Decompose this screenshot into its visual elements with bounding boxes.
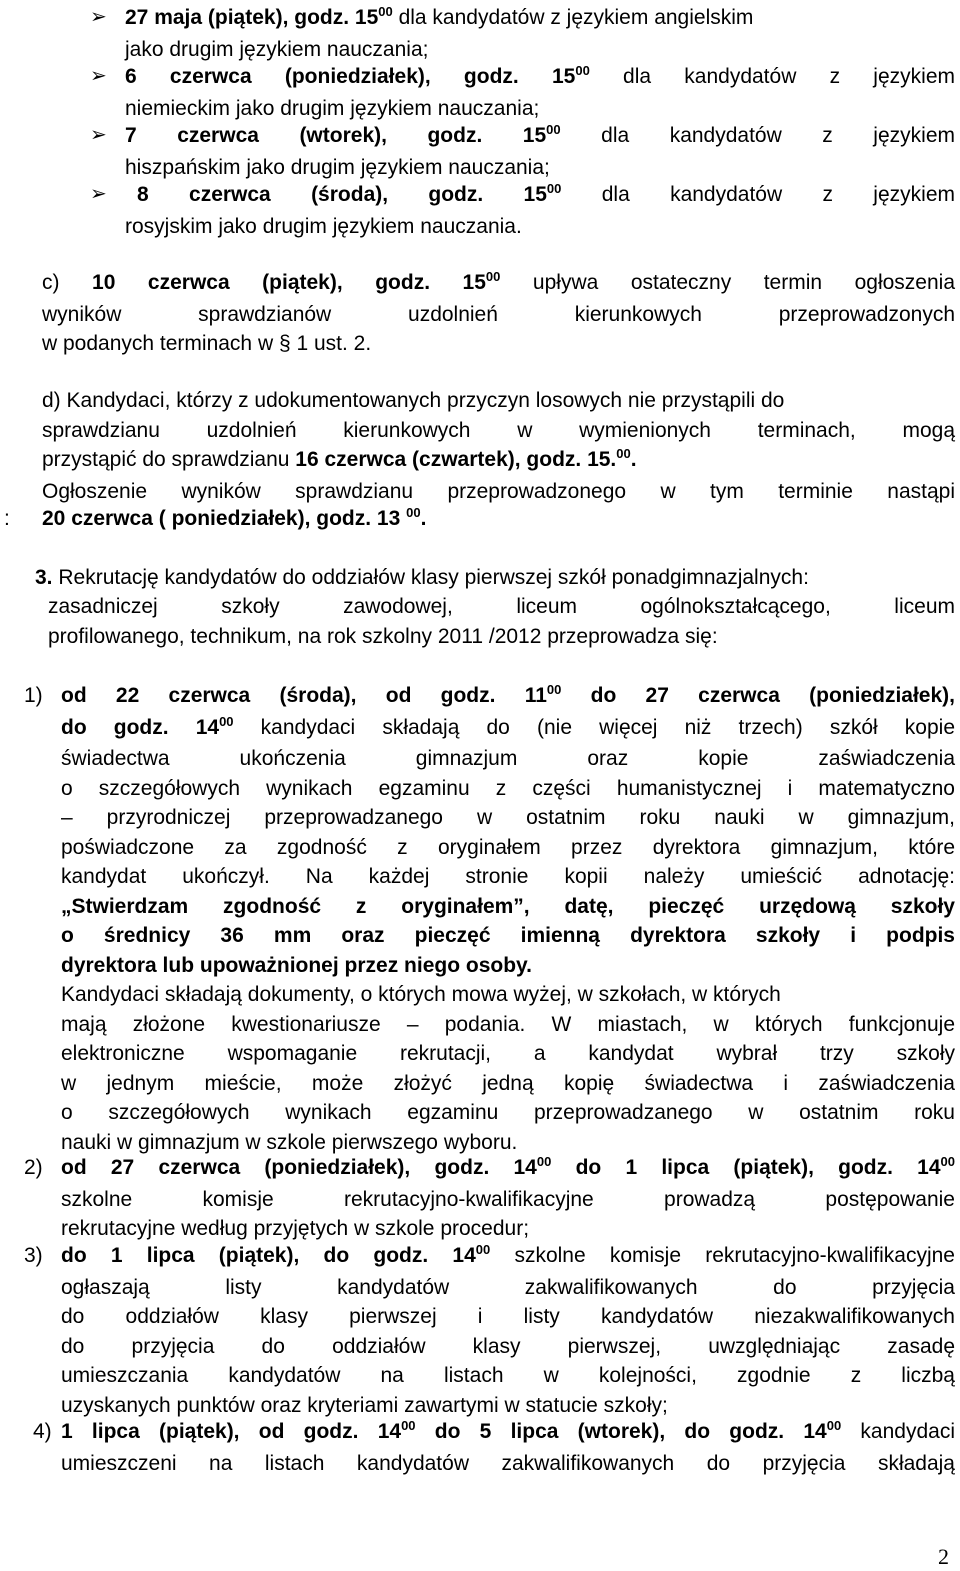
arrow-bullet-icon: ➢ [90, 65, 107, 87]
superscript: 00 [401, 1418, 416, 1433]
date-range: do 1 lipca (piątek), do godz. 14 [61, 1244, 476, 1267]
bullet-date: 6 czerwca (poniedziałek), godz. 15 [125, 65, 576, 88]
item-text: szkolne komisje rekrutacyjno-kwalifikacyjne [490, 1244, 955, 1267]
item-text: kandydaci składają do (nie więcej niż trzech) szkół kopie [233, 715, 956, 739]
bullet-text: dla kandydatów z językiem angielskim [392, 6, 754, 29]
date-range: do 5 lipca (wtorek), do godz. 14 [415, 1420, 827, 1443]
superscript: 00 [940, 1154, 956, 1169]
item-text: Kandydaci składają dokumenty, o których mowa wyżej, w szkołach, w których [61, 983, 781, 1006]
page-number: 2 [938, 1544, 949, 1569]
list-item [61, 1241, 955, 1420]
superscript: 00 [219, 713, 234, 729]
item-text: – przyrodniczej przeprowadzanego w ostatnim roku nauki w gimnazjum, [61, 806, 955, 829]
date-range: 1 lipca (piątek), od godz. 14 [61, 1420, 402, 1443]
bullet-text: dla kandydatów z językiem [561, 183, 955, 206]
date-range: do 1 lipca (piątek), godz. 14 [551, 1156, 941, 1179]
certification-text: dyrektora lub upoważnionej przez niego osoby. [61, 953, 532, 977]
section-text: upływa ostateczny termin ogłoszenia [500, 271, 956, 294]
bullet-text: dla kandydatów z językiem [560, 124, 955, 147]
item-text: rekrutacyjne według przyjętych w szkole procedur; [61, 1217, 530, 1240]
bullet-item [125, 62, 955, 123]
item-text: kandydat ukończył. Na każdej stronie kopii należy umieścić adnotację: [61, 865, 955, 888]
bullet-text: niemieckim jako drugim językiem nauczania; [125, 96, 540, 120]
bullet-text: jako drugim językiem nauczania; [125, 37, 429, 61]
bullet-item [125, 3, 955, 64]
section-text: Ogłoszenie wyników sprawdzianu przeprowadzonego w tym terminie nastąpi [42, 479, 955, 503]
item-number: 1) [24, 684, 43, 707]
date-range: od 27 czerwca (poniedziałek), godz. 14 [61, 1156, 537, 1179]
section-3-cont [48, 592, 955, 651]
item-text: kandydaci [841, 1420, 955, 1443]
item-text: do przyjęcia do oddziałów klasy pierwszej, uwzględniając zasadę [61, 1334, 955, 1358]
bullet-date: 27 maja (piątek), godz. 15 [125, 6, 379, 29]
date-range: do godz. 14 [61, 715, 220, 739]
section-text: w podanych terminach w § 1 ust. 2. [42, 332, 372, 355]
item-text: elektroniczne wspomaganie rekrutacji, a kandydat wybrał trzy szkoły [61, 1042, 955, 1065]
arrow-bullet-icon: ➢ [90, 124, 107, 146]
date-range: od 22 czerwca (środa), od godz. 11 [61, 684, 547, 707]
deadline-date: 10 czerwca (piątek), godz. 15 [92, 271, 486, 294]
list-item [61, 1153, 955, 1244]
item-number: 4) [33, 1420, 52, 1443]
item-text: o szczegółowych wynikach egzaminu przeprowadzanego w ostatnim roku [61, 1101, 955, 1124]
certification-text: o średnicy 36 mm oraz pieczęć imienną dyrektora szkoły i podpis [61, 924, 955, 947]
section-text: d) Kandydaci, którzy z udokumentowanych przyczyn losowych nie przystąpili do [42, 389, 785, 412]
results-date: 20 czerwca ( poniedziałek), godz. 13 [42, 507, 407, 530]
punctuation: . [420, 507, 427, 530]
section-d-results [42, 504, 942, 536]
item-text: uzyskanych punktów oraz kryteriami zawartymi w statucie szkoły; [61, 1393, 668, 1417]
superscript: 00 [826, 1418, 842, 1433]
superscript: 00 [536, 1154, 552, 1169]
bullet-text: rosyjskim jako drugim językiem nauczania. [125, 214, 522, 238]
superscript: 00 [378, 4, 393, 19]
item-number: 2) [24, 1156, 43, 1179]
section-text: profilowanego, technikum, na rok szkolny 2011 /2012 przeprowadza się: [48, 624, 718, 648]
item-text: ogłaszają listy kandydatów zakwalifikowanych do przyjęcia [61, 1275, 955, 1299]
section-d [42, 386, 955, 506]
superscript: 00 [575, 63, 590, 78]
superscript: 00 [406, 505, 421, 520]
item-text: umieszczeni na listach kandydatów zakwalifikowanych do przyjęcia składają [61, 1451, 955, 1475]
item-text: do oddziałów klasy pierwszej i listy kandydatów niezakwalifikowanych [61, 1305, 955, 1328]
bullet-date: 8 czerwca (środa), godz. 15 [137, 183, 547, 206]
arrow-bullet-icon: ➢ [90, 183, 107, 205]
superscript: 00 [475, 1242, 491, 1257]
section-text: zasadniczej szkoły zawodowej, liceum ogólnokształcącego, liceum [48, 595, 955, 618]
item-text: o szczegółowych wynikach egzaminu z części humanistycznej i matematyczno [61, 776, 955, 800]
superscript: 00 [485, 269, 501, 284]
item-text: w jednym mieście, może złożyć jedną kopię świadectwa i zaświadczenia [61, 1071, 955, 1095]
superscript: 00 [546, 122, 561, 137]
arrow-bullet-icon: ➢ [90, 6, 107, 28]
item-text: mają złożone kwestionariusze – podania. W miastach, w których funkcjonuje [61, 1012, 955, 1036]
item-text: nauki w gimnazjum w szkole pierwszego wyboru. [61, 1130, 518, 1154]
item-text: umieszczania kandydatów na listach w kolejności, zgodnie z liczbą [61, 1364, 955, 1387]
bullet-item [125, 180, 955, 241]
list-item [61, 1417, 955, 1478]
item-text: poświadczone za zgodność z oryginałem przez dyrektora gimnazjum, które [61, 835, 955, 859]
section-text: Rekrutację kandydatów do oddziałów klasy pierwszej szkół ponadgimnazjalnych: [52, 566, 809, 589]
superscript: 00 [546, 181, 562, 196]
punctuation: . [630, 448, 637, 471]
section-number: 3. [35, 566, 53, 589]
section-text: przystąpić do sprawdzianu [42, 448, 296, 471]
item-number: 3) [24, 1244, 43, 1267]
date-range: do 27 czerwca (poniedziałek), [561, 684, 955, 707]
section-c [42, 268, 955, 359]
stray-colon: : [4, 507, 10, 530]
bullet-item [125, 121, 955, 182]
bullet-text: hiszpańskim jako drugim językiem nauczania; [125, 155, 550, 179]
bullet-text: dla kandydatów z językiem [589, 65, 955, 88]
item-text: szkolne komisje rekrutacyjno-kwalifikacyjne prowadzą postępowanie [61, 1187, 955, 1211]
item-text: świadectwa ukończenia gimnazjum oraz kopie zaświadczenia [61, 747, 955, 770]
makeup-exam-date: 16 czerwca (czwartek), godz. 15. [295, 448, 617, 471]
superscript: 00 [546, 682, 562, 697]
certification-text: „Stwierdzam zgodność z oryginałem”, datę, pieczęć urzędową szkoły [61, 894, 955, 918]
superscript: 00 [616, 446, 631, 461]
section-text: wyników sprawdzianów uzdolnień kierunkowych przeprowadzonych [42, 302, 955, 326]
section-3 [35, 563, 955, 593]
section-label: c) [42, 271, 60, 294]
section-text: sprawdzianu uzdolnień kierunkowych w wymienionych terminach, mogą [42, 418, 955, 442]
list-item [61, 681, 955, 1157]
bullet-date: 7 czerwca (wtorek), godz. 15 [125, 124, 547, 147]
